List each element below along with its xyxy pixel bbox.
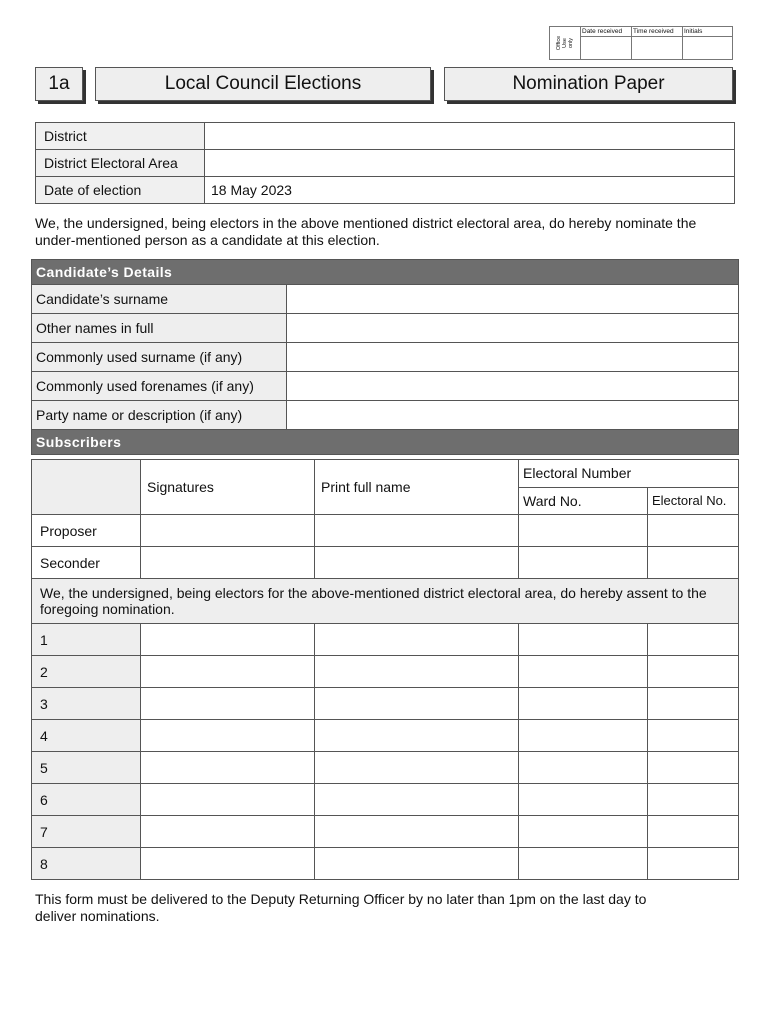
seconder-signature-cell[interactable] bbox=[141, 547, 315, 579]
common-forenames-input[interactable] bbox=[287, 372, 739, 401]
assentor-electoral-cell[interactable] bbox=[648, 720, 739, 752]
area-label: District Electoral Area bbox=[36, 150, 205, 177]
seconder-electoral-cell[interactable] bbox=[648, 547, 739, 579]
date-row bbox=[36, 177, 735, 204]
seconder-row bbox=[32, 547, 739, 579]
assentor-ward-cell[interactable] bbox=[519, 656, 648, 688]
footer-text: This form must be delivered to the Deputy Returning Officer by no later than 1pm on the last day to deliver nominations. bbox=[35, 891, 647, 924]
assentor-row bbox=[32, 848, 739, 880]
assentor-ward-cell[interactable] bbox=[519, 624, 648, 656]
candidate-field-label: Commonly used surname (if any) bbox=[32, 343, 287, 372]
candidate-field-label: Commonly used forenames (if any) bbox=[32, 372, 287, 401]
other-names-input[interactable] bbox=[287, 314, 739, 343]
assentor-number: 1 bbox=[32, 624, 141, 656]
candidate-row bbox=[32, 314, 739, 343]
assentor-signature-cell[interactable] bbox=[141, 752, 315, 784]
assentor-row bbox=[32, 816, 739, 848]
proposer-label: Proposer bbox=[32, 515, 141, 547]
area-field[interactable] bbox=[205, 150, 735, 177]
candidate-row bbox=[32, 401, 739, 430]
assentor-row bbox=[32, 688, 739, 720]
district-label: District bbox=[36, 123, 205, 150]
assentor-electoral-cell[interactable] bbox=[648, 784, 739, 816]
signatures-header: Signatures bbox=[141, 460, 315, 515]
assentor-electoral-cell[interactable] bbox=[648, 624, 739, 656]
assentor-row bbox=[32, 720, 739, 752]
assentor-number: 3 bbox=[32, 688, 141, 720]
candidate-row bbox=[32, 285, 739, 314]
intro-text: We, the undersigned, being electors in the above mentioned district electoral area, do hereby nominate the under-mentioned person as a candidate at this election. bbox=[35, 215, 697, 248]
assentor-number: 5 bbox=[32, 752, 141, 784]
office-date-received-cell[interactable] bbox=[580, 27, 632, 59]
office-date-received-label: Date received bbox=[580, 27, 631, 37]
assentor-name-cell[interactable] bbox=[315, 784, 519, 816]
candidate-field-label: Party name or description (if any) bbox=[32, 401, 287, 430]
assentor-name-cell[interactable] bbox=[315, 816, 519, 848]
assentor-number: 7 bbox=[32, 816, 141, 848]
assentor-name-cell[interactable] bbox=[315, 688, 519, 720]
assentor-name-cell[interactable] bbox=[315, 720, 519, 752]
assentor-number: 4 bbox=[32, 720, 141, 752]
office-use-label bbox=[550, 27, 581, 59]
assentor-name-cell[interactable] bbox=[315, 656, 519, 688]
assentor-signature-cell[interactable] bbox=[141, 656, 315, 688]
candidate-section-title: Candidate’s Details bbox=[32, 260, 739, 285]
assentor-name-cell[interactable] bbox=[315, 624, 519, 656]
candidate-surname-input[interactable] bbox=[287, 285, 739, 314]
assentor-row bbox=[32, 656, 739, 688]
assentor-name-cell[interactable] bbox=[315, 752, 519, 784]
assentor-signature-cell[interactable] bbox=[141, 624, 315, 656]
district-row bbox=[36, 123, 735, 150]
assentor-row bbox=[32, 624, 739, 656]
assentor-ward-cell[interactable] bbox=[519, 816, 648, 848]
assentor-electoral-cell[interactable] bbox=[648, 656, 739, 688]
office-initials-cell[interactable] bbox=[682, 27, 732, 59]
subscribers-table bbox=[31, 459, 739, 880]
office-time-received-cell[interactable] bbox=[631, 27, 683, 59]
title-box bbox=[95, 67, 431, 101]
electoral-number-header: Electoral Number bbox=[519, 460, 739, 488]
assentor-electoral-cell[interactable] bbox=[648, 688, 739, 720]
subscribers-section-header bbox=[32, 430, 739, 455]
office-initials-label: Initials bbox=[682, 27, 732, 37]
assentor-ward-cell[interactable] bbox=[519, 688, 648, 720]
assentor-row bbox=[32, 784, 739, 816]
date-field[interactable]: 18 May 2023 bbox=[205, 177, 735, 204]
candidate-section-header bbox=[32, 260, 739, 285]
subscribers-header-row bbox=[32, 460, 739, 488]
proposer-electoral-cell[interactable] bbox=[648, 515, 739, 547]
electoral-no-header: Electoral No. bbox=[648, 487, 739, 515]
assentor-number: 8 bbox=[32, 848, 141, 880]
proposer-name-cell[interactable] bbox=[315, 515, 519, 547]
assentor-ward-cell[interactable] bbox=[519, 784, 648, 816]
assentor-ward-cell[interactable] bbox=[519, 848, 648, 880]
proposer-signature-cell[interactable] bbox=[141, 515, 315, 547]
page-subtitle: Nomination Paper bbox=[512, 73, 665, 94]
office-time-received-label: Time received bbox=[631, 27, 682, 37]
print-name-header: Print full name bbox=[315, 460, 519, 515]
party-name-input[interactable] bbox=[287, 401, 739, 430]
assentor-signature-cell[interactable] bbox=[141, 720, 315, 752]
seconder-name-cell[interactable] bbox=[315, 547, 519, 579]
assentor-row bbox=[32, 752, 739, 784]
assentor-signature-cell[interactable] bbox=[141, 848, 315, 880]
candidate-row bbox=[32, 372, 739, 401]
form-number: 1a bbox=[48, 73, 70, 94]
assent-row bbox=[32, 579, 739, 624]
assentor-ward-cell[interactable] bbox=[519, 752, 648, 784]
candidate-row bbox=[32, 343, 739, 372]
proposer-row bbox=[32, 515, 739, 547]
common-surname-input[interactable] bbox=[287, 343, 739, 372]
assentor-name-cell[interactable] bbox=[315, 848, 519, 880]
form-number-box bbox=[35, 67, 83, 101]
assentor-electoral-cell[interactable] bbox=[648, 848, 739, 880]
district-field[interactable] bbox=[205, 123, 735, 150]
area-row bbox=[36, 150, 735, 177]
candidate-field-label: Other names in full bbox=[32, 314, 287, 343]
page-title: Local Council Elections bbox=[164, 73, 362, 94]
assentor-electoral-cell[interactable] bbox=[648, 816, 739, 848]
subscribers-corner-cell bbox=[32, 460, 141, 515]
assentor-signature-cell[interactable] bbox=[141, 784, 315, 816]
assentor-signature-cell[interactable] bbox=[141, 816, 315, 848]
subtitle-box bbox=[444, 67, 733, 101]
assent-text: We, the undersigned, being electors for the above-mentioned district electoral area, do hereby assent to the foregoing nomination. bbox=[32, 579, 739, 624]
assentor-signature-cell[interactable] bbox=[141, 688, 315, 720]
ward-no-header: Ward No. bbox=[519, 487, 648, 515]
office-use-label-text: Office Use only bbox=[556, 35, 574, 51]
date-label: Date of election bbox=[36, 177, 205, 204]
office-use-box bbox=[549, 26, 733, 60]
election-info-table bbox=[35, 122, 735, 204]
candidate-field-label: Candidate’s surname bbox=[32, 285, 287, 314]
candidate-table bbox=[31, 259, 739, 455]
assentor-number: 2 bbox=[32, 656, 141, 688]
assentor-number: 6 bbox=[32, 784, 141, 816]
subscribers-section-title: Subscribers bbox=[32, 430, 739, 455]
seconder-label: Seconder bbox=[32, 547, 141, 579]
assentor-ward-cell[interactable] bbox=[519, 720, 648, 752]
assentor-electoral-cell[interactable] bbox=[648, 752, 739, 784]
proposer-ward-cell[interactable] bbox=[519, 515, 648, 547]
seconder-ward-cell[interactable] bbox=[519, 547, 648, 579]
